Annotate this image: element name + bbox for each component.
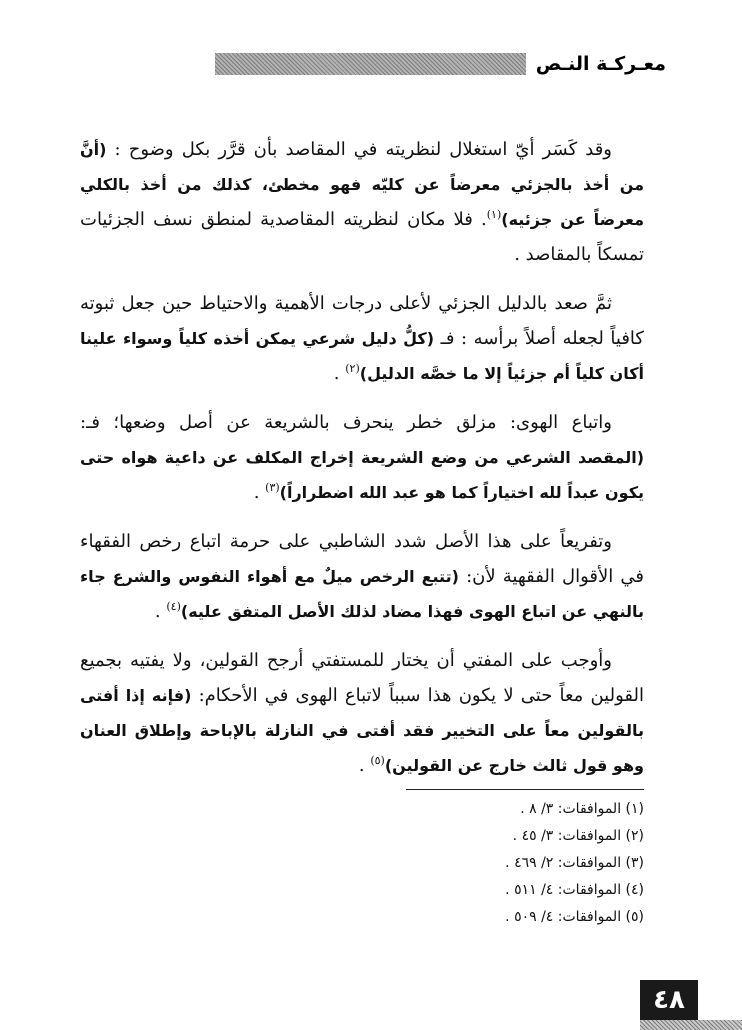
paragraph-text: وأوجب على المفتي أن يختار للمستفتي أرجح القولين، ولا يفتيه بجميع القولين معاً حتى لا يكون هذا سبباً لاتباع الهوى في الأحكام: — [80, 650, 644, 706]
page-number-pattern — [640, 1020, 742, 1030]
footnote-item: (٢) الموافقات: ٣/ ٤٥ . — [512, 828, 644, 844]
paragraph-text: ثمَّ صعد بالدليل الجزئي لأعلى درجات الأهمية والاحتياط حين جعل ثبوته كافياً لجعله أصلاً برأسه : فـ — [80, 293, 644, 349]
paragraph — [80, 286, 644, 391]
paragraph-text: . — [333, 363, 346, 384]
quotation: (فإنه إذا أفتى بالقولين معاً على التخيير فقد أفتى في النازلة بالإباحة وإطلاق العنان وهو قول ثالث خارج عن القولين) — [80, 686, 644, 775]
paragraph — [80, 405, 644, 510]
header-title: معـركـة النـص — [535, 53, 666, 75]
paragraph-text: وقد كَسَر أيّ استغلال لنظريته في المقاصد بأن قرَّر بكل وضوح : — [106, 139, 612, 160]
footnote-item: (٤) الموافقات: ٤/ ٥١١ . — [505, 882, 644, 898]
footnote-ref[interactable]: (٤) — [166, 600, 181, 613]
footnote-ref[interactable]: (٥) — [370, 754, 385, 767]
paragraph-text: . — [154, 601, 167, 622]
header-pattern-band — [215, 53, 526, 75]
quotation: (أنَّ من أخذ بالجزئي معرضاً عن كليّه فهو مخطئ، كذلك من أخذ بالكلي معرضاً عن جزئيه) — [80, 140, 644, 229]
footnote-ref[interactable]: (٢) — [345, 362, 360, 375]
paragraph — [80, 524, 644, 629]
footnote-divider — [406, 789, 644, 790]
quotation: (تتبع الرخص ميلٌ مع أهواء النفوس والشرع جاء بالنهي عن اتباع الهوى فهذا مضاد لذلك الأصل المتفق عليه) — [80, 567, 644, 621]
paragraph-text: . فلا مكان لنظريته المقاصدية لمنطق نسف الجزئيات تمسكاً بالمقاصد . — [80, 209, 644, 265]
footnotes-list — [344, 796, 644, 931]
paragraph — [80, 643, 644, 783]
quotation: (كلُّ دليل شرعي يمكن أخذه كلياً وسواء علينا أكان كلياً أم جزئياً إلا ما خصَّه الدليل) — [80, 329, 644, 383]
paragraph — [80, 132, 644, 272]
footnote-ref[interactable]: (٣) — [265, 481, 280, 494]
running-header — [215, 52, 666, 76]
footnote-item: (١) الموافقات: ٣/ ٨ . — [520, 801, 644, 817]
paragraph-text: واتباع الهوى: مزلق خطر ينحرف بالشريعة عن أصل وضعها؛ فـ: — [80, 412, 612, 433]
footnote-ref[interactable]: (١) — [486, 208, 502, 221]
body-text — [80, 132, 644, 797]
footnote-item: (٥) الموافقات: ٤/ ٥٠٩ . — [505, 909, 644, 925]
quotation: (المقصد الشرعي من وضع الشريعة إخراج المكلف عن داعية هواه حتى يكون عبداً لله اختياراً كما هو عبد الله اضطراراً) — [80, 448, 644, 502]
page-number: ٤٨ — [640, 980, 698, 1020]
paragraph-text: وتفريعاً على هذا الأصل شدد الشاطبي على حرمة اتباع رخص الفقهاء في الأقوال الفقهية لأن: — [80, 531, 645, 587]
footnote-item: (٣) الموافقات: ٢/ ٤٦٩ . — [505, 855, 644, 871]
paragraph-text: . — [253, 482, 266, 503]
paragraph-text: . — [358, 755, 371, 776]
